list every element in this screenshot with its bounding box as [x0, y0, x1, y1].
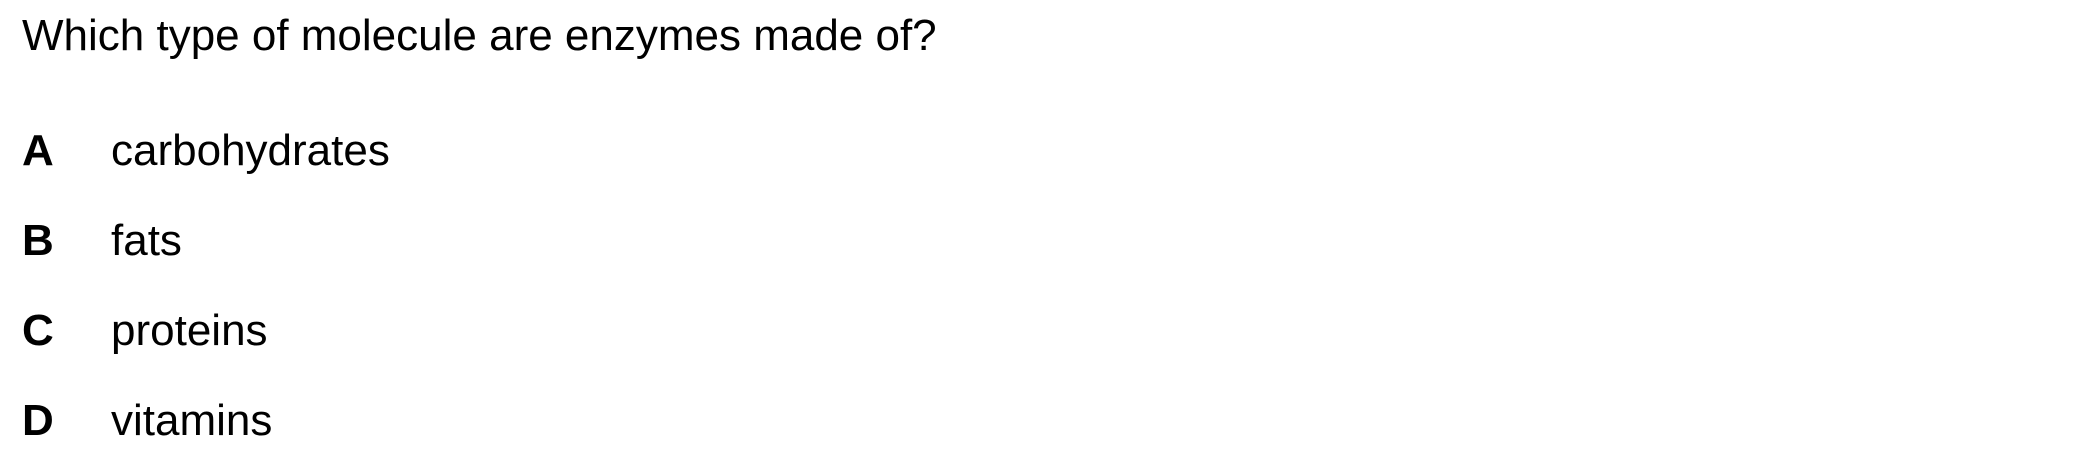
question-text: Which type of molecule are enzymes made of? — [22, 11, 937, 60]
option-letter: A — [22, 126, 54, 175]
answer-option-b[interactable] — [22, 196, 390, 286]
answer-option-a[interactable] — [22, 106, 390, 196]
option-text: carbohydrates — [111, 126, 390, 175]
option-letter: B — [22, 216, 54, 265]
answer-option-c[interactable] — [22, 286, 390, 376]
option-letter: C — [22, 306, 54, 355]
answer-option-d[interactable] — [22, 376, 390, 466]
option-text: vitamins — [111, 396, 273, 445]
option-text: fats — [111, 216, 182, 265]
option-text: proteins — [111, 306, 268, 355]
answer-options-list — [22, 106, 390, 466]
option-letter: D — [22, 396, 54, 445]
